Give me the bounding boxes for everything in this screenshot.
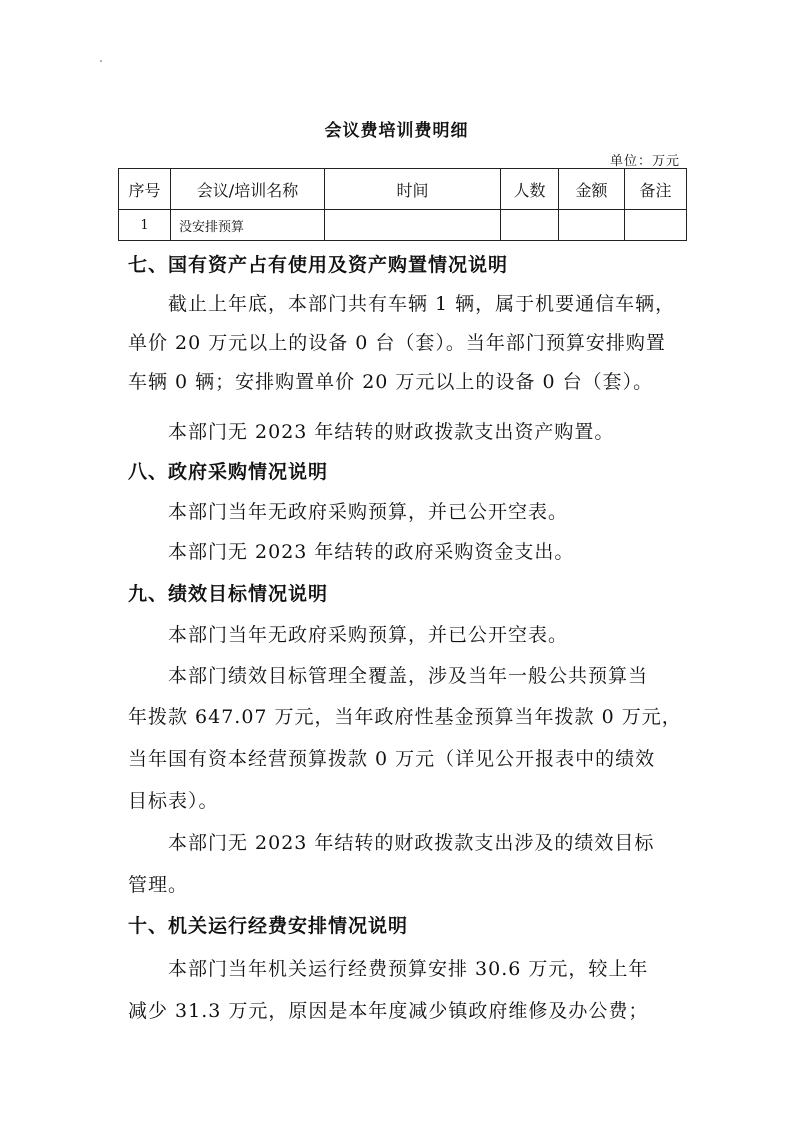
cell-time: [325, 210, 501, 241]
cell-name: 没安排预算: [171, 210, 325, 241]
header-name: 会议/培训名称: [171, 169, 325, 210]
header-index: 序号: [119, 169, 171, 210]
paragraph-line: 本部门绩效目标管理全覆盖，涉及当年一般公共预算当: [168, 665, 649, 687]
paragraph-line: 截止上年底，本部门共有车辆 1 辆，属于机要通信车辆，: [168, 293, 676, 315]
paragraph-line: 年拨款 647.07 万元，当年政府性基金预算当年拨款 0 万元，: [128, 706, 682, 728]
paragraph-line: 目标表）。: [128, 790, 219, 812]
section-9-heading: 九、绩效目标情况说明: [128, 583, 329, 605]
paragraph-line: 减少 31.3 万元，原因是本年度减少镇政府维修及办公费；: [128, 1000, 649, 1022]
cell-remark: [625, 210, 687, 241]
table-row: [119, 210, 687, 241]
page-title: 会议费培训费明细: [324, 121, 469, 141]
paragraph-line: 车辆 0 辆；安排购置单价 20 万元以上的设备 0 台（套）。: [128, 371, 654, 393]
paragraph-line: 本部门无 2023 年结转的财政拨款支出涉及的绩效目标: [168, 832, 655, 854]
paragraph-line: 本部门无 2023 年结转的政府采购资金支出。: [168, 541, 575, 563]
header-count: 人数: [501, 169, 559, 210]
paragraph-line: 本部门当年无政府采购预算，并已公开空表。: [168, 501, 569, 523]
section-8-heading: 八、政府采购情况说明: [128, 461, 329, 483]
table-header-row: [119, 169, 687, 210]
header-time: 时间: [325, 169, 501, 210]
unit-label: 单位：万元: [609, 154, 680, 169]
section-7-heading: 七、国有资产占有使用及资产购置情况说明: [128, 254, 509, 276]
paragraph-line: 本部门当年机关运行经费预算安排 30.6 万元，较上年: [168, 958, 649, 980]
paragraph-line: 本部门无 2023 年结转的财政拨款支出资产购置。: [168, 421, 615, 443]
paragraph-line: 管理。: [128, 874, 189, 896]
fee-table: [118, 168, 687, 241]
cell-index: 1: [119, 210, 171, 241]
section-10-heading: 十、机关运行经费安排情况说明: [128, 915, 409, 937]
paragraph-line: 当年国有资本经营预算拨款 0 万元（详见公开报表中的绩效: [128, 748, 656, 770]
scan-speck: [100, 60, 102, 62]
paragraph-line: 本部门当年无政府采购预算，并已公开空表。: [168, 624, 569, 646]
cell-count: [501, 210, 559, 241]
paragraph-line: 单价 20 万元以上的设备 0 台（套）。当年部门预算安排购置: [128, 332, 666, 354]
cell-amount: [559, 210, 625, 241]
header-remark: 备注: [625, 169, 687, 210]
header-amount: 金额: [559, 169, 625, 210]
